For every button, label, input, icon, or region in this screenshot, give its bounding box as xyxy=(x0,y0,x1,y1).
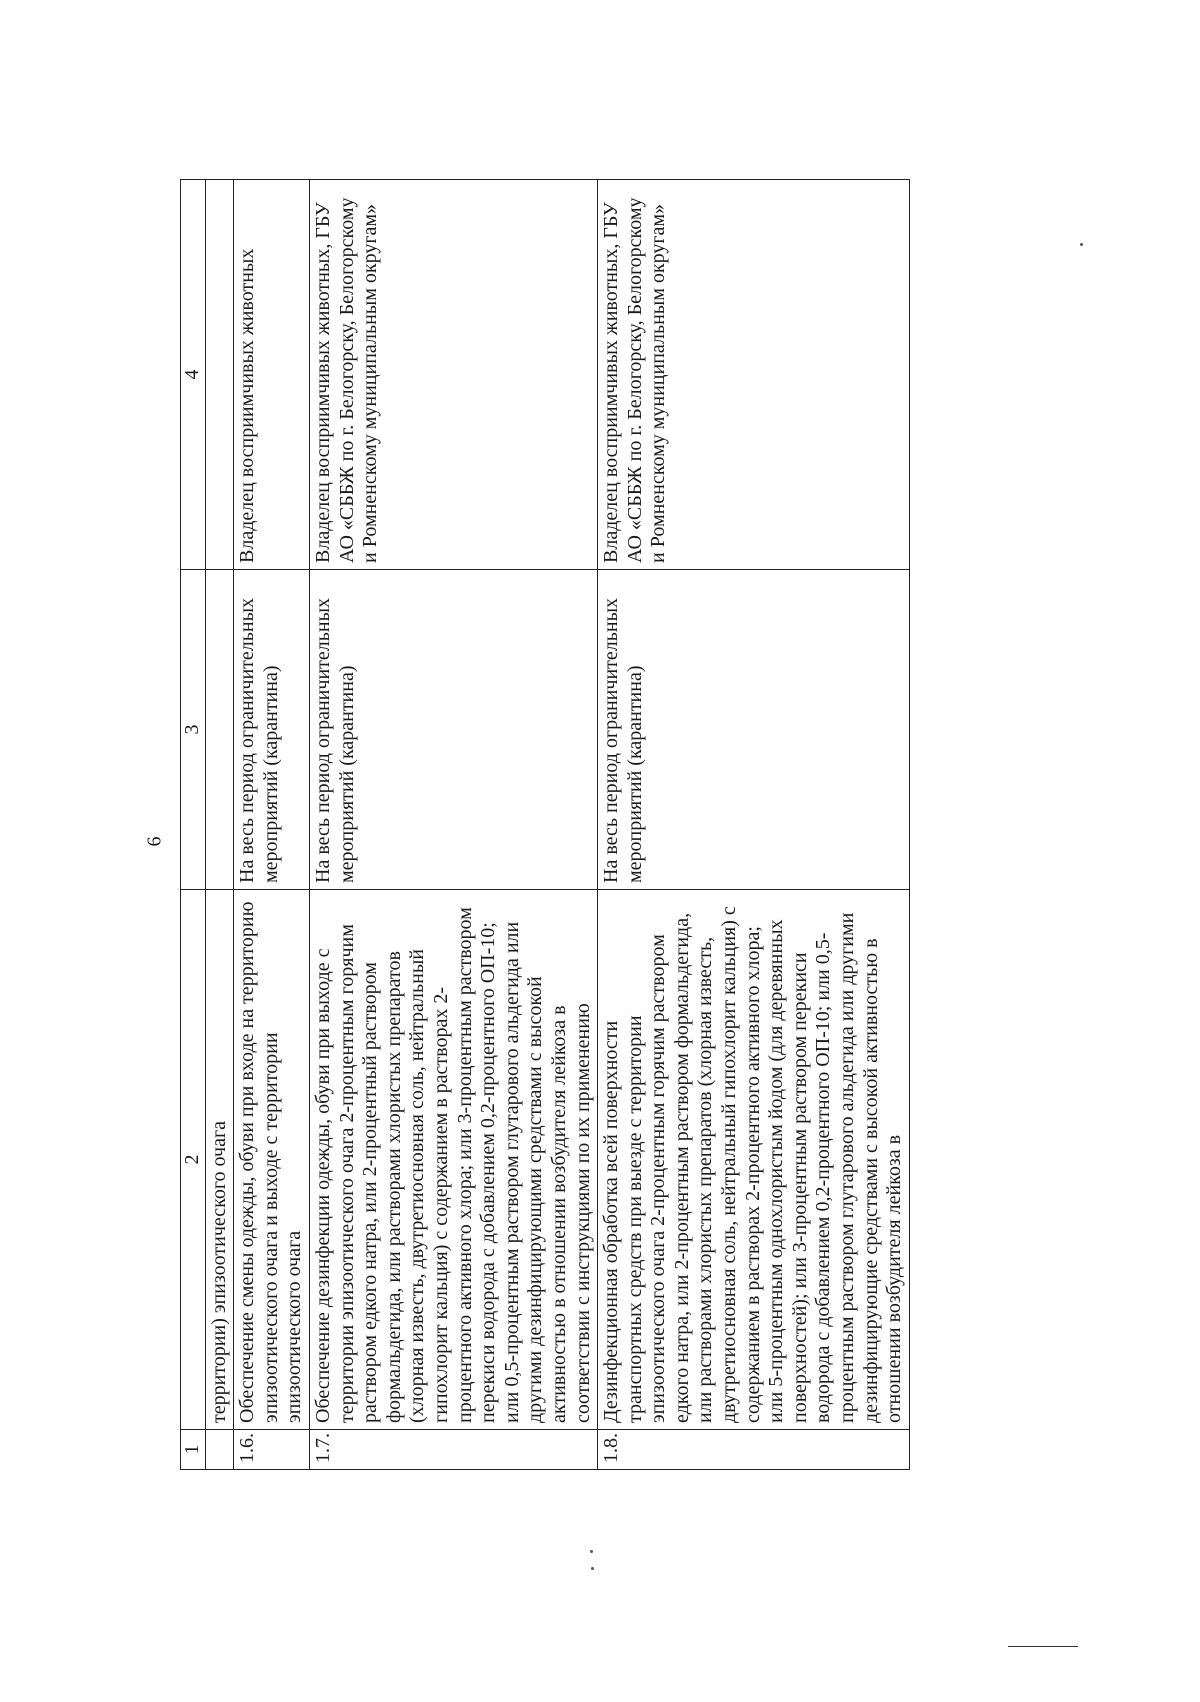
scan-speck xyxy=(1080,243,1083,246)
continuation-row xyxy=(205,180,234,1470)
measures-table xyxy=(180,179,910,1470)
row-period: На весь период ограничительных мероприятий (карантина) xyxy=(309,570,597,890)
header-col-1: 1 xyxy=(181,1430,206,1470)
table-row xyxy=(234,180,310,1470)
row-period: На весь период ограничительных мероприятий (карантина) xyxy=(598,570,910,890)
header-row xyxy=(181,180,206,1470)
row-measure: Дезинфекционная обработка всей поверхности транспортных средств при выезде с территории эпизоотического очага 2-процентным горячим раствором едкого натра, или 2-процентным раствором формальдегида, или растворами хлористых препаратов (хлорная известь, двутретиосновная соль, нейтральный гипохлорит кальция) с содержанием в растворах 2-процентного активного хлора; или 5-процентным однохлористым йодом (для деревянных поверхностей); или 3-процентным раствором перекиси водорода с добавлением 0,2-процентного ОП-10; или 0,5-процентным раствором глутарового альдегида или другими дезинфицирующие средствами с высокой активностью в отношении возбудителя лейкоза в xyxy=(598,890,910,1430)
table-row xyxy=(309,180,597,1470)
row-period: На весь период ограничительных мероприятий (карантина) xyxy=(234,570,310,890)
page-number: 6 xyxy=(143,836,166,847)
scan-speck xyxy=(591,1567,594,1570)
header-col-2: 2 xyxy=(181,890,206,1430)
document-table-rotated xyxy=(180,180,1060,1470)
row-number: 1.7. xyxy=(309,1430,597,1470)
row-responsible: Владелец восприимчивых животных, ГБУ АО «СББЖ по г. Белогорску, Белогорскому и Ромненскому муниципальным округам» xyxy=(598,180,910,570)
row-number: 1.8. xyxy=(598,1430,910,1470)
header-col-4: 4 xyxy=(181,180,206,570)
row-responsible: Владелец восприимчивых животных xyxy=(234,180,310,570)
table-row xyxy=(598,180,910,1470)
header-col-3: 3 xyxy=(181,570,206,890)
row-responsible: Владелец восприимчивых животных, ГБУ АО «СББЖ по г. Белогорску, Белогорскому и Ромненскому муниципальным округам» xyxy=(309,180,597,570)
row-measure: Обеспечение смены одежды, обуви при входе на территорию эпизоотического очага и выходе с территории эпизоотического очага xyxy=(234,890,310,1430)
row-number: 1.6. xyxy=(234,1430,310,1470)
continuation-text: территории) эпизоотического очага xyxy=(205,890,234,1430)
row-measure: Обеспечение дезинфекции одежды, обуви при выходе с территории эпизоотического очага 2-процентным горячим раствором едкого натра, или 2-процентный раствором формальдегида, или растворами хлористых препаратов (хлорная известь, двутретиосновная соль, нейтральный гипохлорит кальция) с содержанием в растворах 2-процентного активного хлора; или 3-процентным раствором перекиси водорода с добавлением 0,2-процентного ОП-10; или 0,5-процентным раствором глутарового альдегида или другими дезинфицирующими средствами с высокой активностью в отношении возбудителя лейкоза в соответствии с инструкциями по их применению xyxy=(309,890,597,1430)
signature-line xyxy=(1008,1646,1078,1647)
scan-speck xyxy=(590,1550,593,1553)
